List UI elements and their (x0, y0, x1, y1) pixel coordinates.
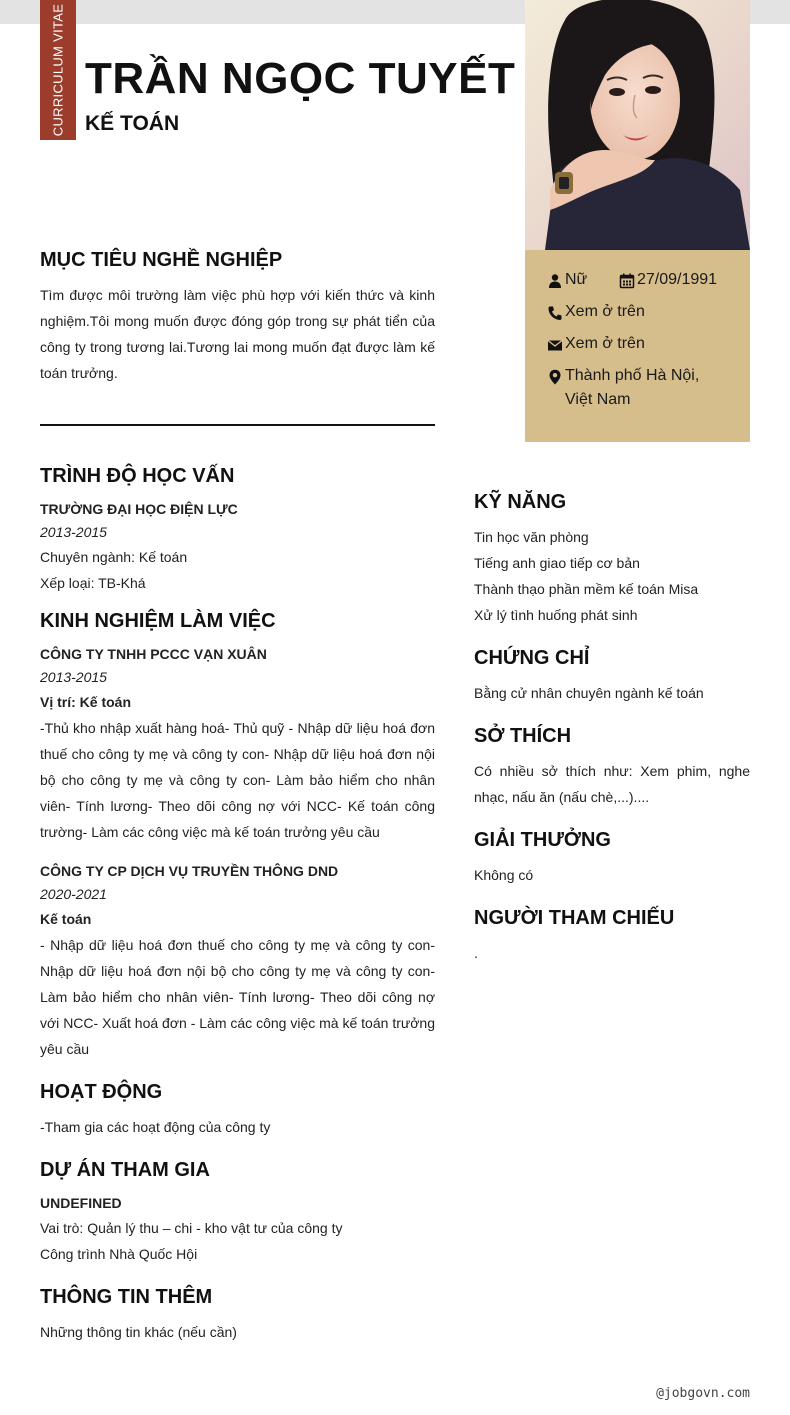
gender-birthday-row (545, 270, 730, 302)
curriculum-vitae-label: CURRICULUM VITAE (50, 3, 66, 137)
objective-title: MỤC TIÊU NGHỀ NGHIỆP (40, 249, 283, 271)
skills-title: KỸ NĂNG (474, 491, 567, 513)
location-pin-icon (545, 367, 565, 387)
phone-value: Xem ở trên (565, 303, 645, 320)
education-grade: Xếp loại: TB-Khá (40, 575, 146, 591)
project-role: Vai trò: Quản lý thu – chi - kho vật tư của công ty (40, 1220, 343, 1236)
address-value: Thành phố Hà Nội, Việt Nam (565, 367, 700, 408)
activities-title: HOẠT ĐỘNG (40, 1081, 163, 1103)
footer-watermark: @jobgovn.com (656, 1386, 750, 1401)
projects-title: DỰ ÁN THAM GIA (40, 1159, 210, 1181)
email-value: Xem ở trên (565, 335, 645, 352)
skill-item: Tin học văn phòng (474, 529, 589, 545)
skill-item: Xử lý tình huống phát sinh (474, 607, 638, 623)
job-1-company: CÔNG TY TNHH PCCC VẠN XUÂN (40, 646, 267, 662)
job-2-position: Kế toán (40, 911, 92, 927)
references-text: . (474, 945, 478, 961)
activities-text: -Tham gia các hoạt động của công ty (40, 1119, 271, 1135)
phone-icon (545, 303, 565, 323)
job-2-description: - Nhập dữ liệu hoá đơn thuế cho công ty mẹ và công ty con- Nhập dữ liệu hoá đơn nội bộ cho công ty mẹ và công ty con- Làm bảo hiểm cho nhân viên- Tính lương- Theo dõi công nợ với NCC- Xuất hoá đơn - Làm các công việc mà kế toán trưởng yêu cầu (40, 937, 435, 1057)
job-2-company: CÔNG TY CP DỊCH VỤ TRUYỀN THÔNG DND (40, 863, 339, 879)
skill-item: Tiếng anh giao tiếp cơ bản (474, 555, 640, 571)
skill-item: Thành thạo phần mềm kế toán Misa (474, 581, 699, 597)
project-name: UNDEFINED (40, 1195, 122, 1211)
job-1-description: -Thủ kho nhập xuất hàng hoá- Thủ quỹ - Nhập dữ liệu hoá đơn thuế cho công ty mẹ và công ty con- Nhập dữ liệu hoá đơn nội bộ cho công ty mẹ và công ty con- Làm bảo hiểm cho nhân viên- Tính lương- Theo dõi công nợ với NCC- Kế toán công trường- Làm các công việc mà kế toán trưởng yêu cầu (40, 720, 435, 840)
awards-text: Không có (474, 867, 534, 883)
candidate-name: TRẦN NGỌC TUYẾT (85, 54, 516, 103)
references-title: NGƯỜI THAM CHIẾU (474, 907, 675, 929)
awards-title: GIẢI THƯỞNG (474, 829, 611, 851)
personal-info-panel (525, 250, 750, 442)
experience-title: KINH NGHIỆM LÀM VIỆC (40, 610, 276, 632)
certificate-text: Bằng cử nhân chuyên ngành kế toán (474, 685, 704, 701)
hobbies-text: Có nhiều sở thích như: Xem phim, nghe nhạc, nấu ăn (nấu chè,...).... (474, 763, 750, 805)
email-row (545, 334, 730, 366)
profile-photo-illustration (525, 0, 750, 250)
job-1-position: Vị trí: Kế toán (40, 694, 132, 710)
job-2-period: 2020-2021 (40, 886, 107, 902)
certificates-title: CHỨNG CHỈ (474, 647, 590, 669)
birthday-value: 27/09/1991 (637, 271, 718, 288)
education-period: 2013-2015 (40, 524, 107, 540)
calendar-icon (617, 271, 637, 291)
education-title: TRÌNH ĐỘ HỌC VẤN (40, 465, 235, 487)
person-icon (545, 271, 565, 291)
project-detail: Công trình Nhà Quốc Hội (40, 1246, 198, 1262)
education-school: TRƯỜNG ĐẠI HỌC ĐIỆN LỰC (40, 501, 238, 517)
extra-info-title: THÔNG TIN THÊM (40, 1286, 213, 1308)
education-major: Chuyên ngành: Kế toán (40, 549, 188, 565)
address-row (545, 366, 730, 426)
job-1-period: 2013-2015 (40, 669, 107, 685)
extra-info-text: Những thông tin khác (nếu cần) (40, 1324, 237, 1340)
profile-photo (525, 0, 750, 250)
curriculum-vitae-tag (40, 0, 76, 140)
gender-value: Nữ (565, 271, 588, 288)
job-title: KẾ TOÁN (85, 112, 180, 135)
hobbies-title: SỞ THÍCH (474, 725, 572, 747)
mail-icon (545, 335, 565, 355)
phone-row (545, 302, 730, 334)
objective-text: Tìm được môi trường làm việc phù hợp với kiến thức và kinh nghiệm.Tôi mong muốn được đóng góp trong sự phát tiển của công ty trong tương lai.Tương lai mong muốn đạt được làm kế toán trưởng. (40, 287, 435, 381)
section-divider (40, 424, 435, 426)
